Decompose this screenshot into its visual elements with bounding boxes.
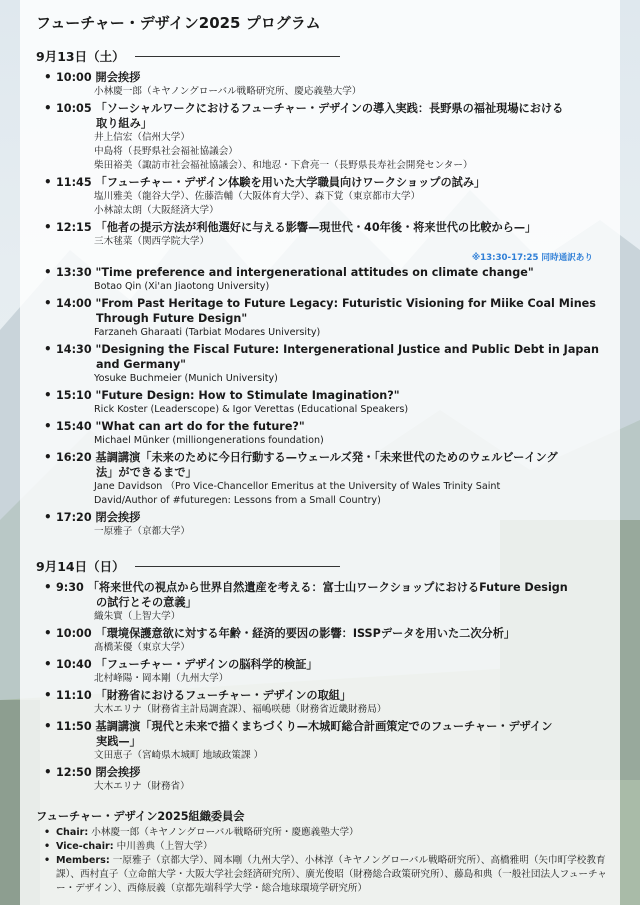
session-heading bbox=[56, 626, 611, 641]
members-label: Members: bbox=[56, 855, 110, 866]
divider bbox=[135, 56, 340, 57]
session-time: 17:20 bbox=[56, 511, 92, 524]
session-heading bbox=[56, 70, 611, 85]
speaker-line: Rick Koster (Leaderscope) & Igor Verettas (Educational Speakers) bbox=[94, 404, 409, 415]
session-title: 「フューチャー・デザインの脳科学的検証」 bbox=[95, 658, 318, 671]
session-title: 「財務省におけるフューチャー・デザインの取組」 bbox=[95, 689, 352, 702]
session-heading bbox=[56, 265, 611, 280]
session-title-continued: and Germany" bbox=[96, 358, 186, 371]
session-time: 10:40 bbox=[56, 658, 92, 671]
session-heading bbox=[56, 175, 611, 190]
speaker-line: 小林諒太朗（大阪経済大学） bbox=[94, 205, 219, 216]
chair-label: Chair: bbox=[56, 827, 89, 838]
session-time: 14:30 bbox=[56, 343, 92, 356]
speaker-line: 文田恵子（宮崎県木城町 地域政策課 ） bbox=[94, 750, 264, 761]
session-heading bbox=[56, 510, 611, 525]
schedule-item bbox=[36, 265, 611, 294]
schedule-item bbox=[36, 450, 611, 508]
session-time: 13:30 bbox=[56, 266, 92, 279]
speaker-line: 一原雅子（京都大学） bbox=[94, 526, 190, 537]
session-title: "Time preference and intergenerational attitudes on climate change" bbox=[95, 266, 534, 279]
session-heading bbox=[56, 419, 611, 434]
schedule-item bbox=[36, 510, 611, 539]
speaker-line: 三木毬菜（関西学院大学） bbox=[94, 236, 210, 247]
session-title-continued: 実践—」 bbox=[96, 735, 141, 748]
schedule-item bbox=[36, 657, 611, 686]
session-time: 12:15 bbox=[56, 221, 92, 234]
session-heading bbox=[56, 388, 611, 403]
vice-chair-name: 中川善典（上智大学） bbox=[116, 841, 213, 852]
schedule-item bbox=[36, 419, 611, 448]
speaker-line: Yosuke Buchmeier (Munich University) bbox=[94, 373, 278, 384]
session-title: "Designing the Fiscal Future: Intergenerational Justice and Public Debt in Japan bbox=[95, 343, 599, 356]
interpretation-note: ※13:30-17:25 同時通訳あり bbox=[471, 253, 593, 263]
session-time: 10:05 bbox=[56, 102, 92, 115]
session-heading bbox=[56, 580, 611, 610]
speaker-line: 塩川雅美（龍谷大学）、佐藤浩輔（大阪体育大学）、森下覚（東京都市大学） bbox=[94, 191, 421, 202]
schedule-item bbox=[36, 220, 611, 249]
session-time: 12:50 bbox=[56, 766, 92, 779]
schedule-item bbox=[36, 580, 611, 624]
speaker-line: Jane Davidson （Pro Vice-Chancellor Emeritus at the University of Wales Trinity Saint bbox=[94, 481, 501, 492]
program-document bbox=[36, 8, 611, 896]
session-time: 14:00 bbox=[56, 297, 92, 310]
session-title: 基調講演「現代と未来で描くまちづくり—木城町総合計画策定でのフューチャー・デザイン bbox=[95, 720, 553, 733]
session-title: 「環境保護意欲に対する年齢・経済的要因の影響：ISSPデータを用いた二次分析」 bbox=[95, 627, 516, 640]
committee-members bbox=[36, 854, 611, 896]
session-title: 「フューチャー・デザイン体験を用いた大学職員向けワークショップの試み」 bbox=[95, 176, 486, 189]
schedule-item bbox=[36, 70, 611, 99]
schedule-item bbox=[36, 296, 611, 340]
session-title: 「他者の提示方法が利他選好に与える影響—現世代・40年後・将来世代の比較から—」 bbox=[95, 221, 537, 234]
session-heading bbox=[56, 688, 611, 703]
day-heading bbox=[36, 47, 611, 65]
session-title: 「将来世代の視点から世界自然遺産を考える：富士山ワークショップにおけるFuture Design bbox=[87, 581, 568, 594]
session-title: "Future Design: How to Stimulate Imagination?" bbox=[95, 389, 400, 402]
schedule-item bbox=[36, 719, 611, 763]
divider bbox=[135, 566, 340, 567]
speaker-line: Botao Qin (Xi'an Jiaotong University) bbox=[94, 281, 270, 292]
session-heading bbox=[56, 657, 611, 672]
session-title: 基調講演「未来のために今日行動する—ウェールズ発・「未来世代のためのウェルビーイング bbox=[95, 451, 558, 464]
speaker-line: 髙橋茉優（東京大学） bbox=[94, 642, 190, 653]
day-date: 9月13日（土） bbox=[36, 49, 125, 64]
session-heading bbox=[56, 101, 611, 131]
day-date: 9月14日（日） bbox=[36, 559, 125, 574]
speaker-line: 織朱實（上智大学） bbox=[94, 611, 181, 622]
session-title: 開会挨拶 bbox=[95, 71, 141, 84]
schedule-list bbox=[36, 70, 611, 249]
session-time: 11:45 bbox=[56, 176, 92, 189]
speaker-line: 大木エリナ（財務省主計局調査課）、福嶋咲穂（財務省近畿財務局） bbox=[94, 704, 387, 715]
session-title-continued: 法」ができるまで」 bbox=[96, 466, 197, 479]
schedule-item bbox=[36, 688, 611, 717]
schedule-list bbox=[36, 265, 611, 539]
speaker-line: 中島将（長野県社会福祉協議会） bbox=[94, 146, 238, 157]
session-title-continued: Through Future Design" bbox=[96, 312, 248, 325]
day-heading bbox=[36, 557, 611, 575]
session-title: 閉会挨拶 bbox=[95, 766, 141, 779]
vice-chair-label: Vice-chair: bbox=[56, 841, 114, 852]
session-time: 10:00 bbox=[56, 71, 92, 84]
speaker-line: Michael Münker (milliongenerations foundation) bbox=[94, 435, 324, 446]
session-title: "From Past Heritage to Future Legacy: Futuristic Visioning for Miike Coal Mines bbox=[95, 297, 596, 310]
session-time: 11:10 bbox=[56, 689, 92, 702]
schedule-item bbox=[36, 626, 611, 655]
session-heading bbox=[56, 342, 611, 372]
members-list: 一原雅子（京都大学）、岡本剛（九州大学）、小林淳（キヤノングローバル戦略研究所）、高橋雅明（矢巾町学校教育課）、西村直子（立命館大学・大阪大学社会経済研究所）、廣光俊昭（財務総合政策研究所）、藤島和典（一般社団法人フューチャー・デザイン）、西條辰義（京都先端科学大学・総合地球環境学研究所） bbox=[56, 855, 607, 894]
committee-chair bbox=[36, 826, 611, 840]
session-time: 11:50 bbox=[56, 720, 92, 733]
speaker-line: 大木エリナ（財務省） bbox=[94, 781, 190, 792]
session-time: 9:30 bbox=[56, 581, 84, 594]
session-heading bbox=[56, 450, 611, 480]
schedule-item bbox=[36, 101, 611, 173]
session-time: 10:00 bbox=[56, 627, 92, 640]
page-title: フューチャー・デザイン2025 プログラム bbox=[36, 14, 321, 32]
session-time: 15:40 bbox=[56, 420, 92, 433]
session-title-continued: 取り組み」 bbox=[96, 117, 152, 130]
session-title: "What can art do for the future?" bbox=[95, 420, 305, 433]
schedule-item bbox=[36, 765, 611, 794]
speaker-line: Farzaneh Gharaati (Tarbiat Modares University) bbox=[94, 327, 321, 338]
session-title: 閉会挨拶 bbox=[95, 511, 141, 524]
speaker-line: 北村峰陽・岡本剛（九州大学） bbox=[94, 673, 229, 684]
schedule-item bbox=[36, 388, 611, 417]
speaker-line: David/Author of #futuregen: Lessons from a Small Country) bbox=[94, 495, 381, 506]
committee-section bbox=[36, 808, 611, 896]
chair-name: 小林慶一郎（キヤノングローバル戦略研究所・慶應義塾大学） bbox=[91, 827, 359, 838]
speaker-line: 柴田裕美（諏訪市社会福祉協議会）、和地忍・下倉亮一（長野県長寿社会開発センター） bbox=[94, 160, 473, 171]
schedule-item bbox=[36, 175, 611, 218]
schedule-list bbox=[36, 580, 611, 794]
session-heading bbox=[56, 719, 611, 749]
session-title: 「ソーシャルワークにおけるフューチャー・デザインの導入実践：長野県の福祉現場における bbox=[95, 102, 564, 115]
schedule-item bbox=[36, 342, 611, 386]
committee-title: フューチャー・デザイン2025組織委員会 bbox=[36, 810, 245, 823]
session-heading bbox=[56, 296, 611, 326]
session-time: 16:20 bbox=[56, 451, 92, 464]
session-heading bbox=[56, 220, 611, 235]
session-time: 15:10 bbox=[56, 389, 92, 402]
session-heading bbox=[56, 765, 611, 780]
session-title-continued: の試行とその意義」 bbox=[96, 596, 197, 609]
speaker-line: 井上信宏（信州大学） bbox=[94, 132, 190, 143]
speaker-line: 小林慶一郎（キヤノングローバル戦略研究所、慶応義塾大学） bbox=[94, 86, 362, 97]
committee-vice-chair bbox=[36, 840, 611, 854]
